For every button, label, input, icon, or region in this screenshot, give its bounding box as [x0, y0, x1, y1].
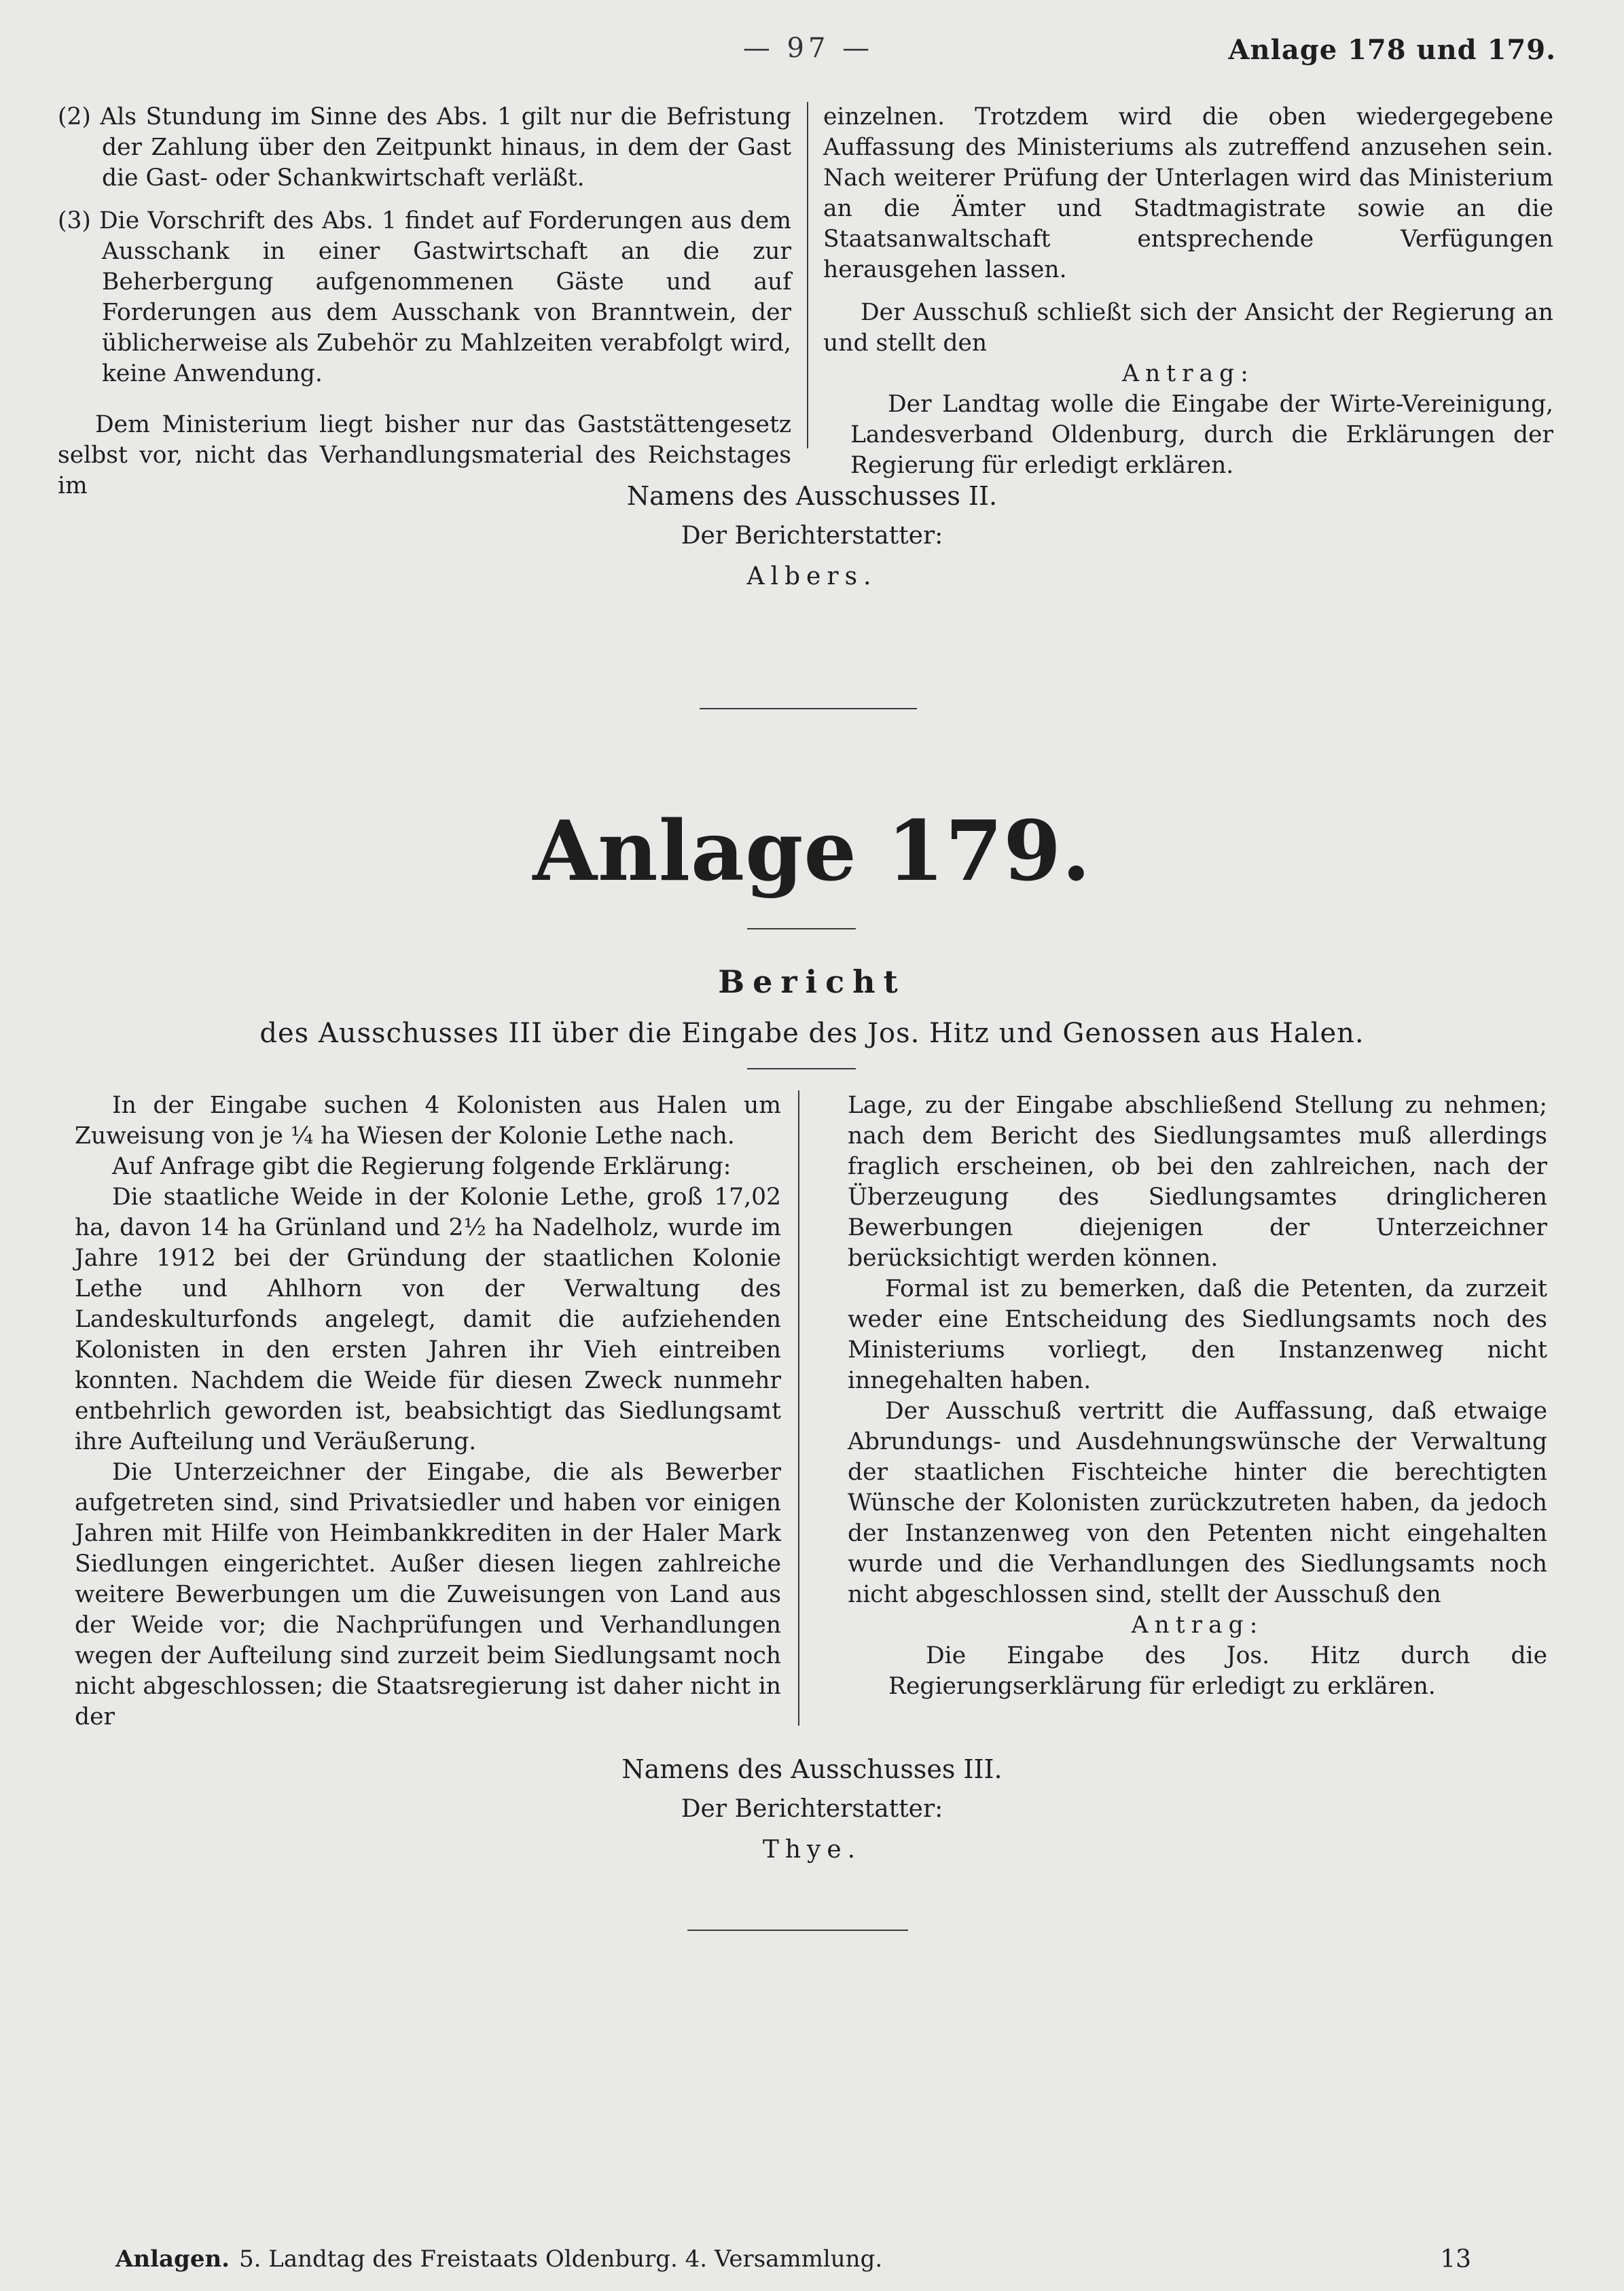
antrag-label: Antrag:	[1122, 360, 1255, 387]
section-separator	[687, 1930, 908, 1931]
paragraph: Dem Ministerium liegt bisher nur das Gaststättengesetz selbst vor, nicht das Verhandlungsmaterial des Reichstages im	[58, 411, 791, 499]
section178-right-column	[823, 102, 1553, 481]
antrag-text: Die Eingabe des Jos. Hitz durch die Regierungserklärung für erledigt zu erklären.	[888, 1642, 1547, 1700]
paragraph: Auf Anfrage gibt die Regierung folgende Erklärung:	[112, 1153, 732, 1180]
column-divider	[798, 1090, 799, 1726]
signature-committee: Namens des Ausschusses II.	[626, 481, 998, 511]
signature-name: Albers.	[746, 563, 878, 590]
report-heading: Bericht	[718, 963, 906, 1000]
paragraph: (3) Die Vorschrift des Abs. 1 findet auf Forderungen aus dem Ausschank in einer Gastwirtschaft an die zur Beherbergung aufgenommenen Gäste und auf Forderungen aus dem Ausschank von Branntwein, der üblicherweise als Zubehör zu Mahlzeiten verabfolgt wird, keine Anwendung.	[58, 207, 791, 387]
section179-right-column	[848, 1090, 1547, 1702]
paragraph: Die Unterzeichner der Eingabe, die als Bewerber aufgetreten sind, sind Privatsiedler und haben vor einigen Jahren mit Hilfe von Heimbankkrediten in der Haler Mark Siedlungen eingerichtet. Außer diesen liegen zahlreiche weitere Bewerbungen um die Zuweisungen von Land aus der Weide vor; die Nachprüfungen und Verhandlungen wegen der Aufteilung sind zurzeit beim Siedlungsamt noch nicht abgeschlossen; die Staatsregierung ist daher nicht in der	[75, 1459, 781, 1730]
report-subtitle: des Ausschusses III über die Eingabe des Jos. Hitz und Genossen aus Halen.	[259, 1018, 1365, 1049]
section178-left-column	[58, 102, 791, 501]
signature-role: Der Berichterstatter:	[681, 1795, 943, 1823]
paragraph: In der Eingabe suchen 4 Kolonisten aus Halen um Zuweisung von je ¼ ha Wiesen der Kolonie Lethe nach.	[75, 1092, 781, 1150]
footer-label: Anlagen.	[115, 2245, 230, 2273]
paragraph: Die staatliche Weide in der Kolonie Lethe, groß 17,02 ha, davon 14 ha Grünland und 2½ ha Nadelholz, wurde im Jahre 1912 bei der Gründung der staatlichen Kolonie Lethe und Ahlhorn von der Verwaltung des Landeskulturfonds angelegt, damit die aufziehenden Kolonisten in den ersten Jahren ihr Vieh eintreiben konnten. Nachdem die Weide für diesen Zweck nunmehr entbehrlich geworden ist, beabsichtigt das Siedlungsamt ihre Aufteilung und Veräußerung.	[75, 1184, 781, 1455]
anlage-reference: Anlage 178 und 179.	[1228, 34, 1556, 66]
section-title: Anlage 179.	[533, 802, 1091, 900]
antrag-label: Antrag:	[1131, 1612, 1264, 1639]
section-separator	[700, 708, 917, 709]
sheet-number: 13	[1440, 2245, 1471, 2273]
running-header	[0, 33, 1624, 80]
paragraph: Der Ausschuß schließt sich der Ansicht der Regierung an und stellt den	[823, 299, 1553, 357]
paragraph: Lage, zu der Eingabe abschließend Stellung zu nehmen; nach dem Bericht des Siedlungsamtes muß allerdings fraglich erscheinen, ob bei den zahlreichen, nach der Überzeugung des Siedlungsamtes dringlicheren Bewerbungen diejenigen der Unterzeichner berücksichtigt werden können.	[848, 1092, 1547, 1272]
paragraph: (2) Als Stundung im Sinne des Abs. 1 gilt nur die Befristung der Zahlung über den Zeitpunkt hinaus, in dem der Gast die Gast- oder Schankwirtschaft verläßt.	[58, 103, 791, 192]
paragraph: Formal ist zu bemerken, daß die Petenten, da zurzeit weder eine Entscheidung des Siedlungsamts noch des Ministeriums vorliegt, den Instanzenweg nicht innegehalten haben.	[848, 1275, 1547, 1394]
antrag-text: Der Landtag wolle die Eingabe der Wirte-Vereinigung, Landesverband Oldenburg, durch die Erklärungen der Regierung für erledigt erklären.	[850, 391, 1553, 479]
signature-name: Thye.	[762, 1836, 862, 1864]
subtitle-rule	[747, 1068, 856, 1069]
section179-left-column	[75, 1090, 781, 1733]
page-number: — 97 —	[742, 33, 874, 64]
title-rule	[747, 928, 856, 929]
column-divider	[807, 102, 808, 448]
footer-text: 5. Landtag des Freistaats Oldenburg. 4. Versammlung.	[239, 2245, 883, 2273]
paragraph: einzelnen. Trotzdem wird die oben wiedergegebene Auffassung des Ministeriums als zutreffend anzusehen sein. Nach weiterer Prüfung der Unterlagen wird das Ministerium an die Ämter und Stadtmagistrate sowie an die Staatsanwaltschaft entsprechende Verfügungen herausgehen lassen.	[823, 103, 1553, 283]
signature-role: Der Berichterstatter:	[681, 522, 943, 550]
page-footer	[115, 2245, 882, 2273]
paragraph: Der Ausschuß vertritt die Auffassung, daß etwaige Abrundungs- und Ausdehnungswünsche der Verwaltung der staatlichen Fischteiche hinter die berechtigten Wünsche der Kolonisten zurückzutreten haben, da jedoch der Instanzenweg von den Petenten nicht eingehalten wurde und die Verhandlungen des Siedlungsamts noch nicht abgeschlossen sind, stellt der Ausschuß den	[848, 1398, 1547, 1608]
signature-committee: Namens des Ausschusses III.	[621, 1754, 1003, 1784]
